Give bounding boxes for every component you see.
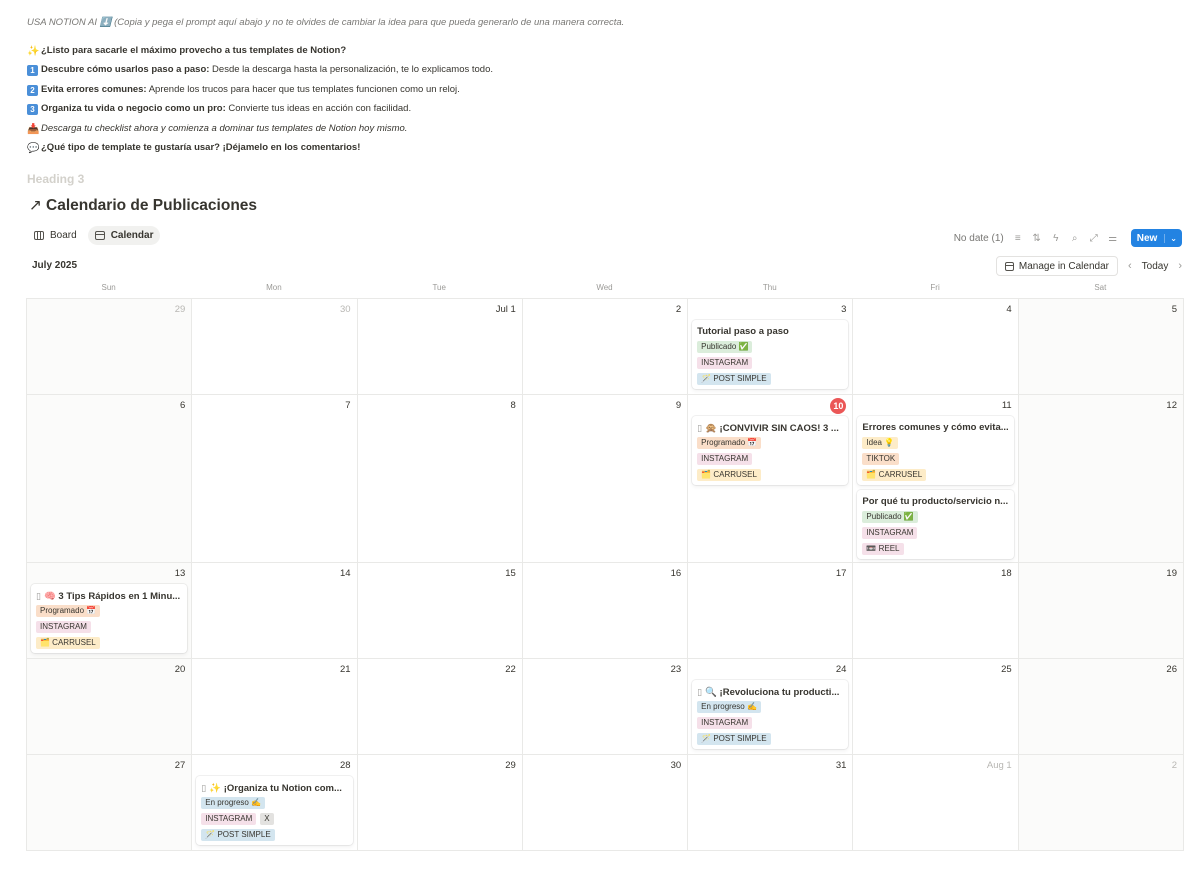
today-button[interactable]: Today xyxy=(1141,260,1169,272)
manage-in-calendar-button[interactable] xyxy=(996,256,1118,276)
chevron-down-icon[interactable]: ⌄ xyxy=(1164,234,1182,243)
card-tags xyxy=(697,341,843,385)
format-tag: 🗂️ CARRUSEL xyxy=(697,469,761,481)
day-cell-jun-29[interactable] xyxy=(27,299,192,395)
format-tag: 🗂️ CARRUSEL xyxy=(862,469,926,481)
keycap-1-icon: 1 xyxy=(27,65,38,76)
weekday-mon: Mon xyxy=(266,283,282,292)
day-number: 6 xyxy=(179,400,186,411)
day-cell-jul-5[interactable] xyxy=(1019,299,1184,395)
day-number: 29 xyxy=(174,304,186,315)
event-card-producto[interactable] xyxy=(857,490,1013,559)
new-button-label: New xyxy=(1136,232,1158,244)
day-number: 13 xyxy=(174,568,186,579)
search-icon[interactable]: ⌕ xyxy=(1071,232,1078,244)
day-cell-jul-1[interactable] xyxy=(358,299,523,395)
previous-month-icon[interactable]: ‹ xyxy=(1127,260,1132,272)
day-number: 9 xyxy=(675,400,682,411)
manage-in-calendar-label: Manage in Calendar xyxy=(1018,260,1109,272)
weekday-fri: Fri xyxy=(930,283,940,292)
day-number: 25 xyxy=(1001,664,1012,675)
card-title: Tutorial paso a paso xyxy=(697,326,789,337)
day-cell-jul-26[interactable] xyxy=(1019,659,1184,755)
day-number: 23 xyxy=(670,664,682,675)
page-icon: ▯ xyxy=(697,687,703,697)
intro-line-1: ✨ ¿Listo para sacarle el máximo provecho a tus templates de Notion? xyxy=(27,44,347,57)
platform-tag: INSTAGRAM xyxy=(201,813,256,825)
platform-tag: INSTAGRAM xyxy=(697,717,752,729)
status-tag: En progreso ✍️ xyxy=(201,797,265,809)
format-tag: 🪄 POST SIMPLE xyxy=(201,829,274,841)
day-cell-jul-16[interactable] xyxy=(523,563,688,659)
day-cell-aug-1[interactable] xyxy=(853,755,1018,851)
day-cell-jul-18[interactable] xyxy=(853,563,1018,659)
card-title xyxy=(36,589,182,603)
intro-line-6: 💬 ¿Qué tipo de template te gustaría usar? ¡Déjamelo en los comentarios! xyxy=(27,142,361,154)
format-tag: 🪄 POST SIMPLE xyxy=(697,373,770,385)
tab-board[interactable] xyxy=(27,226,84,245)
intro-line-3: 2 Evita errores comunes: Aprende los trucos para hacer que tus templates funcionen como un reloj. xyxy=(27,80,1177,100)
event-card-revoluciona[interactable] xyxy=(692,680,848,749)
card-title-text: ✨ ¡Organiza tu Notion com... xyxy=(209,783,342,794)
event-card-convivir[interactable] xyxy=(692,416,848,485)
day-number: 30 xyxy=(670,760,682,771)
intro-line-ai-prompt: USA NOTION AI ⬇️ (Copia y pega el prompt aquí abajo y no te olvides de cambiar la idea para que pueda generarlo de una manera correcta. xyxy=(27,17,625,28)
day-cell-jul-20[interactable] xyxy=(27,659,192,755)
day-number: 20 xyxy=(174,664,186,675)
card-title xyxy=(201,781,347,795)
status-tag: Programado 📅 xyxy=(697,437,761,449)
filter-icon[interactable]: ≡ xyxy=(1014,232,1021,244)
day-cell-jul-29[interactable] xyxy=(358,755,523,851)
view-tabs xyxy=(27,226,160,245)
database-toolbar xyxy=(954,229,1182,247)
day-number: 28 xyxy=(339,760,351,771)
sort-icon[interactable]: ⇅ xyxy=(1032,232,1041,244)
day-cell-jul-13[interactable] xyxy=(27,563,192,659)
day-cell-jul-10[interactable] xyxy=(688,395,853,563)
day-cell-jul-2[interactable] xyxy=(523,299,688,395)
intro-line-4: 3 Organiza tu vida o negocio como un pro: Convierte tus ideas en acción con facilidad. xyxy=(27,99,1177,119)
day-number: 21 xyxy=(339,664,351,675)
day-number: 8 xyxy=(510,400,516,411)
platform-tag: TIKTOK xyxy=(862,453,899,465)
day-cell-jul-31[interactable] xyxy=(688,755,853,851)
day-number: 16 xyxy=(670,568,682,579)
day-cell-jul-7[interactable] xyxy=(192,395,357,563)
card-tags xyxy=(697,437,843,481)
day-number: 19 xyxy=(1166,568,1177,579)
day-cell-jul-15[interactable] xyxy=(358,563,523,659)
day-cell-jul-11[interactable] xyxy=(853,395,1018,563)
intro-line-5: 📥 Descarga tu checklist ahora y comienza a dominar tus templates de Notion hoy mismo. xyxy=(27,122,408,135)
day-cell-jul-6[interactable] xyxy=(27,395,192,563)
day-number: 3 xyxy=(841,304,847,315)
platform-tag: INSTAGRAM xyxy=(697,453,752,465)
platform-tag-x: X xyxy=(260,813,273,825)
day-cell-jul-24[interactable] xyxy=(688,659,853,755)
expand-icon[interactable]: ⤢ xyxy=(1089,232,1098,244)
month-label: July 2025 xyxy=(32,260,78,271)
day-number: 29 xyxy=(505,760,516,771)
page-icon: ▯ xyxy=(36,591,41,601)
day-cell-jun-30[interactable] xyxy=(192,299,357,395)
day-number: 27 xyxy=(174,760,186,771)
day-cell-jul-19[interactable] xyxy=(1019,563,1184,659)
format-tag: 🪄 POST SIMPLE xyxy=(697,733,770,745)
status-tag: Publicado ✅ xyxy=(697,341,752,353)
intro-line-2: 1 Descubre cómo usarlos paso a paso: Desde la descarga hasta la personalización, te lo explicamos todo. xyxy=(27,60,1177,80)
day-number-today xyxy=(692,398,848,414)
day-number: Aug 1 xyxy=(986,760,1012,771)
day-number: 4 xyxy=(1006,304,1012,315)
weekday-header xyxy=(26,283,1183,292)
day-cell-jul-28[interactable] xyxy=(192,755,357,851)
settings-sliders-icon[interactable]: ⚌ xyxy=(1108,232,1118,244)
card-title xyxy=(697,685,843,699)
platform-tag: INSTAGRAM xyxy=(697,357,752,369)
weekday-sat: Sat xyxy=(1094,283,1107,292)
day-number: 26 xyxy=(1166,664,1177,675)
weekday-tue: Tue xyxy=(432,283,446,292)
tab-calendar-label: Calendar xyxy=(110,230,154,241)
card-title-text: 🙊 ¡CONVIVIR SIN CAOS! 3 ... xyxy=(705,423,839,434)
event-card-tips[interactable] xyxy=(31,584,187,653)
day-number: 5 xyxy=(1171,304,1177,315)
day-number: 18 xyxy=(1001,568,1012,579)
card-tags xyxy=(36,605,182,649)
day-number: 15 xyxy=(505,568,516,579)
day-cell-aug-2[interactable] xyxy=(1019,755,1184,851)
format-tag: 📼 REEL xyxy=(862,543,903,555)
sparkles-icon: ✨ xyxy=(27,45,40,57)
card-title-text: 🧠 3 Tips Rápidos en 1 Minu... xyxy=(43,591,181,602)
calendar-icon xyxy=(95,231,105,240)
heading-3-placeholder[interactable]: Heading 3 xyxy=(27,172,85,186)
card-title-text: 🔍 ¡Revoluciona tu producti... xyxy=(705,687,840,698)
status-tag: Programado 📅 xyxy=(36,605,100,617)
calendar-navigation xyxy=(996,256,1182,276)
day-number: Jul 1 xyxy=(495,304,516,315)
event-card-errores[interactable] xyxy=(857,416,1013,485)
day-cell-jul-12[interactable] xyxy=(1019,395,1184,563)
status-tag: Idea 💡 xyxy=(862,437,898,449)
card-title: Por qué tu producto/servicio n... xyxy=(862,496,1009,507)
calendar-app-icon xyxy=(1005,262,1014,271)
day-number: 30 xyxy=(339,304,351,315)
day-cell-jul-9[interactable] xyxy=(523,395,688,563)
day-cell-jul-14[interactable] xyxy=(192,563,357,659)
day-number: 2 xyxy=(1171,760,1177,771)
platform-tag: INSTAGRAM xyxy=(36,621,91,633)
database-title[interactable] xyxy=(29,196,257,215)
database-title-text: Calendario de Publicaciones xyxy=(46,197,258,214)
status-tag: En progreso ✍️ xyxy=(697,701,761,713)
keycap-2-icon: 2 xyxy=(27,85,38,96)
new-button[interactable] xyxy=(1131,229,1182,247)
status-tag: Publicado ✅ xyxy=(862,511,917,523)
keycap-3-icon: 3 xyxy=(27,104,38,115)
calendar-grid xyxy=(26,298,1184,851)
day-cell-jul-22[interactable] xyxy=(358,659,523,755)
page-icon: ▯ xyxy=(201,783,207,793)
day-number: 2 xyxy=(675,304,682,315)
day-number: 22 xyxy=(505,664,516,675)
today-badge: 10 xyxy=(830,398,846,414)
no-date-button[interactable]: No date (1) xyxy=(953,232,1004,244)
tab-board-label: Board xyxy=(50,230,77,241)
event-card-tutorial[interactable] xyxy=(692,320,848,389)
day-cell-jul-21[interactable] xyxy=(192,659,357,755)
day-number: 7 xyxy=(345,400,351,411)
linked-arrow-icon: ↗ xyxy=(29,197,42,214)
card-tags xyxy=(697,701,843,745)
card-title: Errores comunes y cómo evita... xyxy=(862,422,1009,433)
speech-bubble-icon: 💬 xyxy=(27,143,40,154)
day-cell-jul-3[interactable] xyxy=(688,299,853,395)
day-cell-jul-25[interactable] xyxy=(853,659,1018,755)
weekday-wed: Wed xyxy=(596,283,613,292)
card-tags xyxy=(201,797,347,841)
day-number: 12 xyxy=(1166,400,1177,411)
inbox-tray-icon: 📥 xyxy=(27,123,40,135)
format-tag: 🗂️ CARRUSEL xyxy=(36,637,100,649)
weekday-sun: Sun xyxy=(101,283,116,292)
automation-lightning-icon[interactable]: ϟ xyxy=(1053,232,1059,244)
intro-text xyxy=(27,13,1177,158)
day-cell-jul-27[interactable] xyxy=(27,755,192,851)
day-cell-jul-8[interactable] xyxy=(358,395,523,563)
board-icon xyxy=(34,231,44,240)
page-icon: ▯ xyxy=(697,423,703,433)
platform-tags xyxy=(201,813,273,825)
card-tags xyxy=(862,511,1008,555)
day-number: 17 xyxy=(835,568,847,579)
next-month-icon[interactable]: › xyxy=(1178,260,1182,272)
tab-calendar[interactable] xyxy=(88,226,161,245)
weekday-thu: Thu xyxy=(762,283,777,292)
day-number: 14 xyxy=(339,568,351,579)
card-tags xyxy=(862,437,1008,481)
card-title xyxy=(697,421,843,435)
day-number: 31 xyxy=(835,760,847,771)
day-cell-jul-23[interactable] xyxy=(523,659,688,755)
day-number: 11 xyxy=(1001,400,1012,411)
event-card-organiza[interactable] xyxy=(196,776,352,845)
day-cell-jul-17[interactable] xyxy=(688,563,853,659)
day-cell-jul-30[interactable] xyxy=(523,755,688,851)
day-cell-jul-4[interactable] xyxy=(853,299,1018,395)
day-number: 24 xyxy=(835,664,847,675)
platform-tag: INSTAGRAM xyxy=(862,527,917,539)
